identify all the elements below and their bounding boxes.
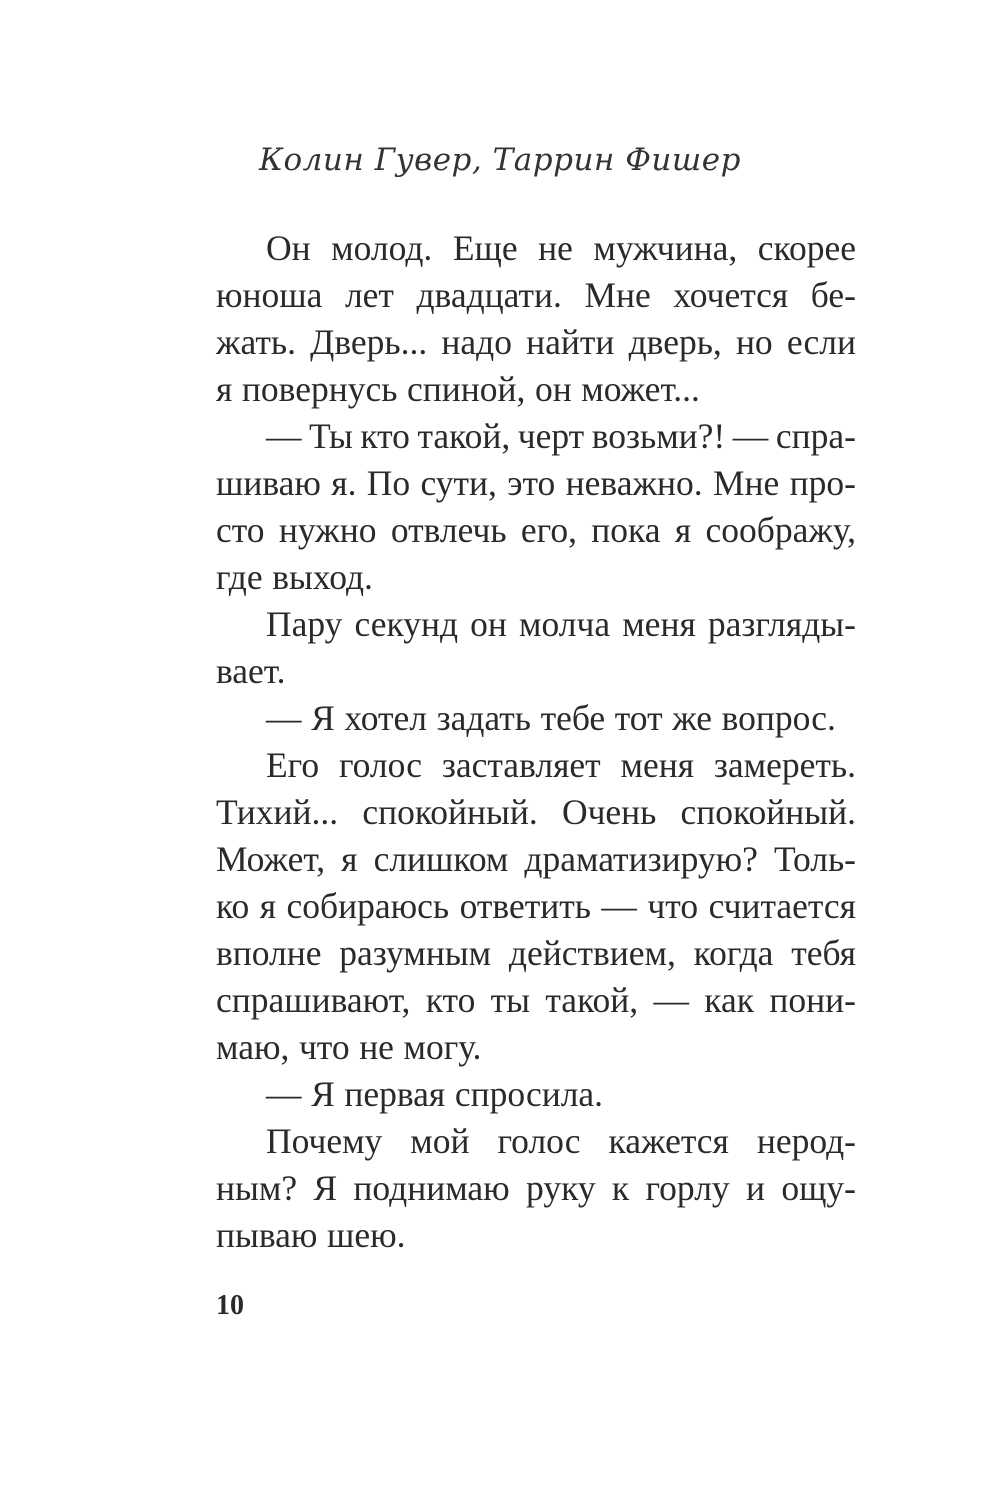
text-line: спрашивают, кто ты такой, — как пони- — [216, 980, 856, 1020]
text-line: шиваю я. По сути, это неважно. Мне про- — [216, 463, 856, 503]
text-line: юноша лет двадцати. Мне хочется бе- — [216, 275, 856, 315]
text-line: Тихий... спокойный. Очень спокойный. — [216, 792, 856, 832]
text-line: Почему мой голос кажется нерод- — [266, 1121, 856, 1161]
text-line: ко я собираюсь ответить — что считается — [216, 886, 856, 926]
text-line: где выход. — [216, 557, 373, 597]
text-line: вполне разумным действием, когда тебя — [216, 933, 856, 973]
text-line: Может, я слишком драматизирую? Толь- — [216, 839, 856, 879]
text-line: — Ты кто такой, черт возьми?! — спра- — [266, 416, 856, 456]
text-line: Пару секунд он молча меня разгляды- — [266, 604, 856, 644]
text-line: ным? Я поднимаю руку к горлу и ощу- — [216, 1168, 856, 1208]
text-line: Его голос заставляет меня замереть. — [266, 745, 856, 785]
page-number: 10 — [216, 1290, 244, 1321]
text-line: вает. — [216, 651, 286, 691]
text-line: сто нужно отвлечь его, пока я соображу, — [216, 510, 856, 550]
body-text — [216, 225, 856, 1259]
text-line: жать. Дверь... надо найти дверь, но если — [216, 322, 856, 362]
text-line: маю, что не могу. — [216, 1027, 482, 1067]
text-line: — Я хотел задать тебе тот же вопрос. — [266, 698, 836, 738]
text-line: Он молод. Еще не мужчина, скорее — [266, 228, 856, 268]
text-line: пываю шею. — [216, 1215, 406, 1255]
running-head: Колин Гувер, Таррин Фишер — [259, 142, 741, 178]
text-line: я повернусь спиной, он может... — [216, 369, 700, 409]
text-line: — Я первая спросила. — [266, 1074, 604, 1114]
